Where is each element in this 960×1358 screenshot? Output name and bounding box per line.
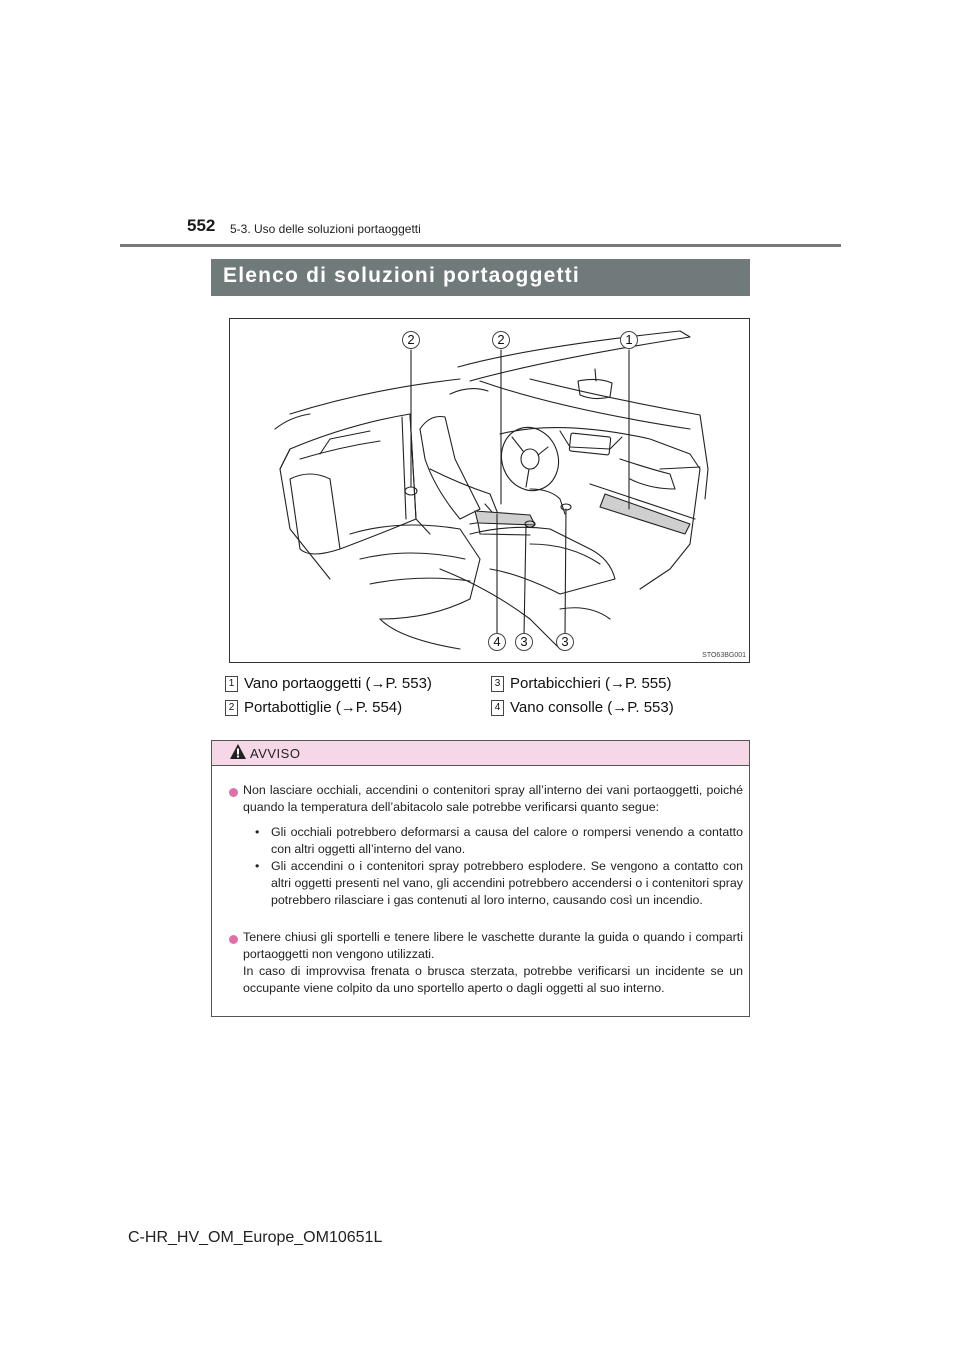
legend-number: 1 — [225, 676, 238, 692]
figure-code: STO63BG001 — [702, 652, 746, 659]
warning-box — [211, 740, 750, 1017]
sub-bullet-text: Gli accendini o i contenitori spray potrebbero esplodere. Se vengono a contatto con altri oggetti presenti nel vano, gli accendini potrebbero accendersi o i contenitori spray potrebbero rilasciare i gas contenuti al loro interno, causando così un incendio. — [271, 859, 743, 907]
sub-bullet-mark: • — [255, 825, 260, 839]
section-reference: 5-3. Uso delle soluzioni portaoggetti — [230, 222, 421, 236]
header-divider — [120, 244, 841, 247]
callout-top-2: 2 — [492, 331, 510, 349]
callout-bottom-1: 4 — [488, 633, 506, 651]
legend-number: 3 — [491, 676, 504, 692]
warning-bullet-2 — [243, 929, 743, 997]
bullet-dot — [229, 935, 238, 944]
callout-top-3: 1 — [620, 331, 638, 349]
warning-heading: AVVISO — [250, 746, 301, 761]
page-number: 552 — [187, 216, 216, 235]
interior-illustration — [229, 318, 750, 663]
legend-label: Vano portaoggetti (→P. 553) — [244, 675, 432, 692]
legend-label: Vano consolle (→P. 553) — [510, 699, 674, 716]
legend-number: 2 — [225, 700, 238, 716]
bullet-dot — [229, 788, 238, 797]
callout-top-1: 2 — [402, 331, 420, 349]
warning-header — [212, 741, 749, 766]
warning-sub-1 — [255, 824, 743, 858]
section-title-bar — [211, 259, 750, 296]
sub-bullet-mark: • — [255, 859, 260, 873]
warning-bullet-1: Non lasciare occhiali, accendini o contenitori spray all’interno dei vani portaoggetti, poiché quando la temperatura dell’abitacolo sale potrebbe verificarsi quanto segue: — [243, 783, 743, 814]
legend-number: 4 — [491, 700, 504, 716]
section-title: Elenco di soluzioni portaoggetti — [223, 264, 580, 287]
callout-bottom-3: 3 — [556, 633, 574, 651]
callout-bottom-2: 3 — [515, 633, 533, 651]
warning-bullet-2-paragraph-1: Tenere chiusi gli sportelli e tenere libere le vaschette durante la guida o quando i comparti portaoggetti non vengono utilizzati. — [243, 930, 743, 961]
car-interior-drawing — [230, 319, 749, 662]
legend-label: Portabicchieri (→P. 555) — [510, 675, 672, 692]
sub-bullet-text: Gli occhiali potrebbero deformarsi a causa del calore o rompersi venendo a contatto con altri oggetti all’interno del vano. — [271, 825, 743, 856]
warning-triangle-icon — [229, 743, 247, 760]
document-code-footer: C-HR_HV_OM_Europe_OM10651L — [128, 1229, 383, 1246]
legend-label: Portabottiglie (→P. 554) — [244, 699, 403, 716]
warning-bullet-2-paragraph-2: In caso di improvvisa frenata o brusca sterzata, potrebbe verificarsi un incidente se un occupante viene colpito da uno sportello aperto o dagli oggetti al suo interno. — [243, 964, 743, 995]
warning-sub-2 — [255, 858, 743, 926]
